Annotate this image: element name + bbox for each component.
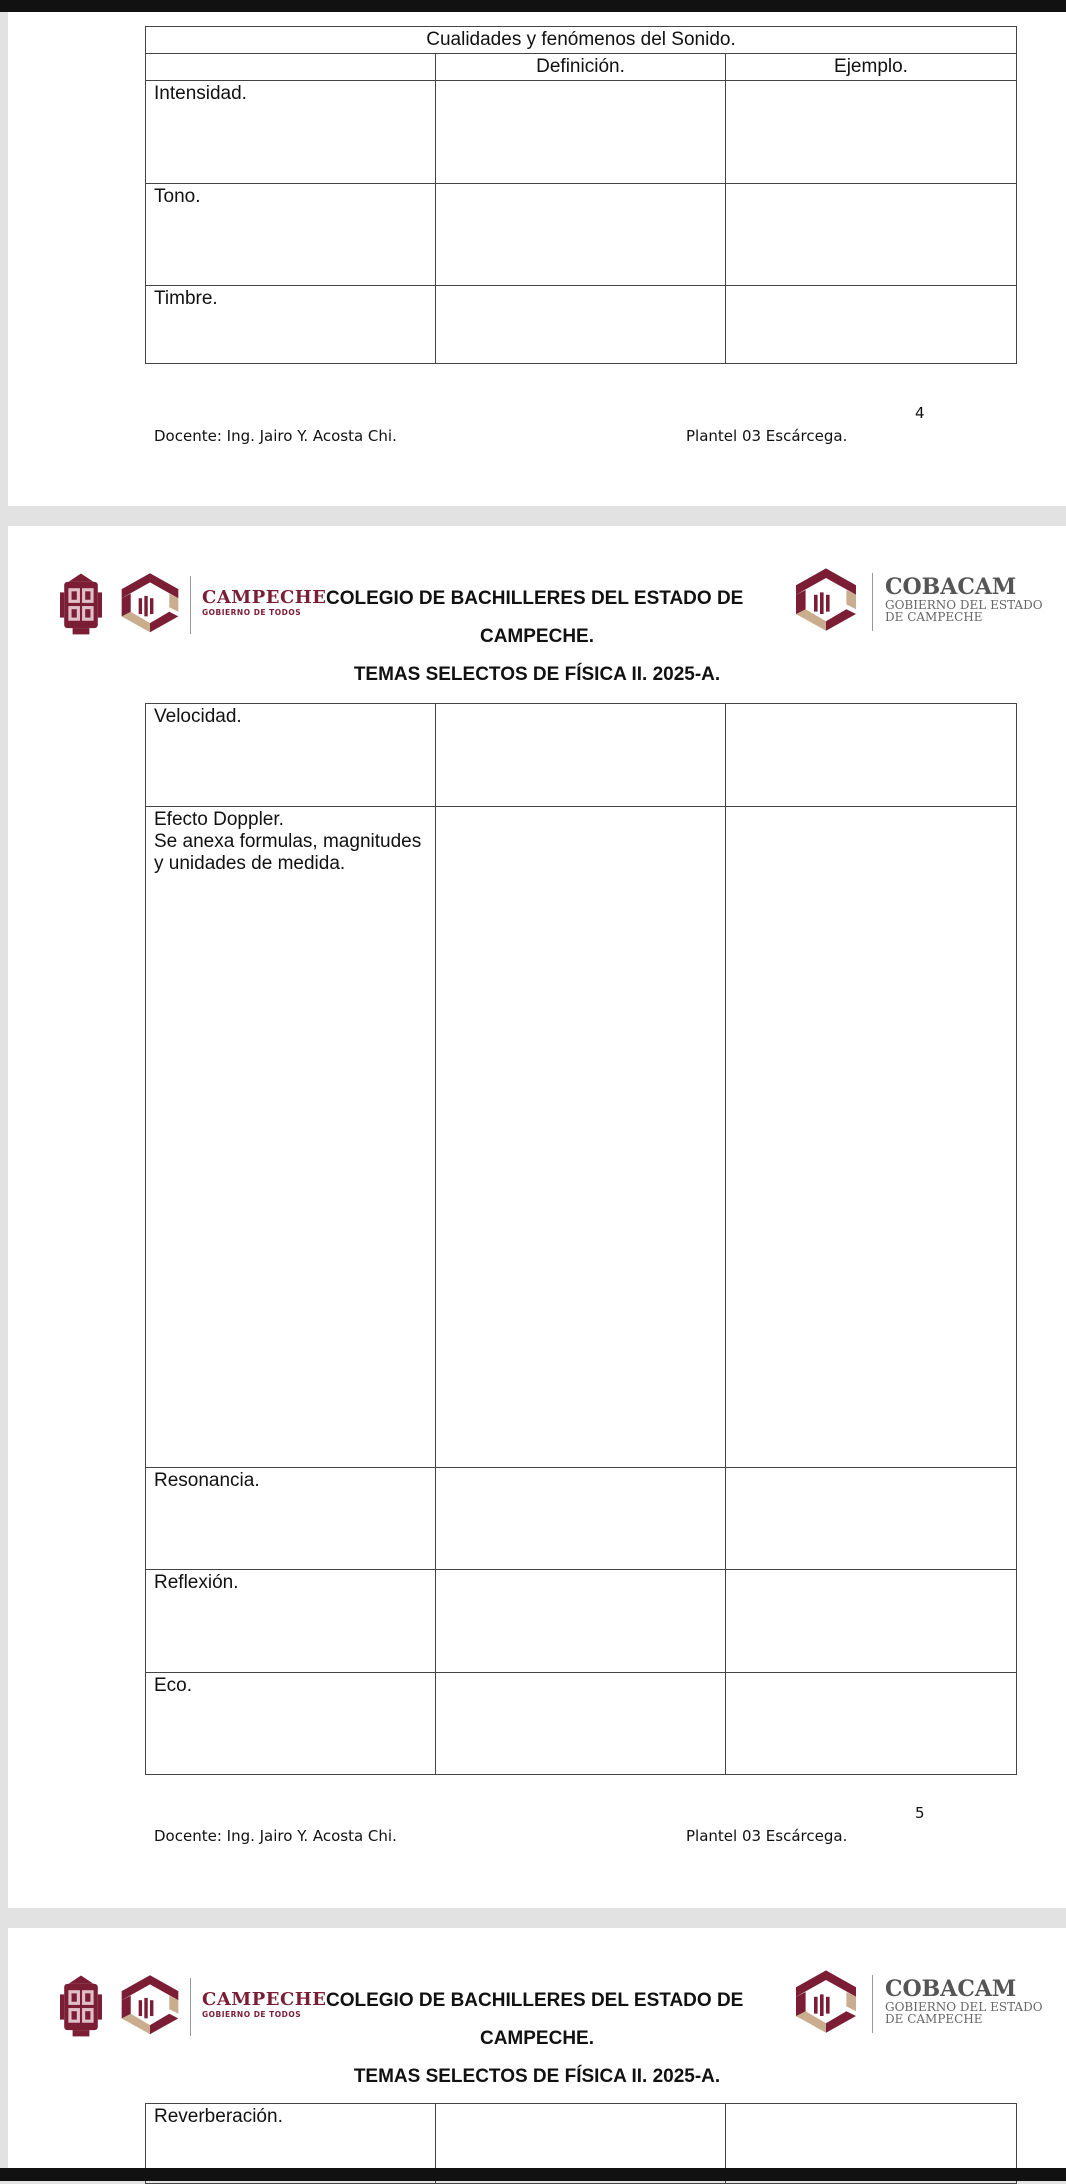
row-label-resonancia: Resonancia. (146, 1468, 436, 1570)
campeche-logo-word: CAMPECHE (202, 1989, 327, 2010)
example-cell[interactable] (726, 1673, 1017, 1775)
cobacam-title: COBACAM (885, 574, 1017, 600)
doppler-note: Se anexa formulas, magnitudes y unidades de medida. (154, 831, 422, 874)
header-definicion: Definición. (436, 54, 726, 81)
document-page-5 (8, 526, 1066, 1908)
cobacam-sub-1: GOBIERNO DEL ESTADO (885, 2000, 1043, 2014)
document-page-6 (8, 1928, 1066, 2168)
row-label-tono: Tono. (146, 184, 436, 286)
definition-cell[interactable] (436, 81, 726, 184)
row-label-eco: Eco. (146, 1673, 436, 1775)
campeche-logo-sub: GOBIERNO DE TODOS (202, 608, 302, 617)
sound-phenomena-table (145, 703, 1017, 1775)
cobacam-sub-2: DE CAMPECHE (885, 2012, 983, 2026)
footer-plantel: Plantel 03 Escárcega. (686, 427, 848, 445)
header-line-1: COLEGIO DE BACHILLERES DEL ESTADO DE (326, 1990, 744, 2011)
header-line-2: CAMPECHE. (479, 2028, 594, 2049)
doppler-label: Efecto Doppler. (154, 809, 284, 830)
definition-cell[interactable] (436, 184, 726, 286)
bottom-border (0, 2168, 1066, 2181)
row-label-intensidad: Intensidad. (146, 81, 436, 184)
campeche-logo-word: CAMPECHE (202, 587, 327, 608)
cobacam-sub-2: DE CAMPECHE (885, 610, 983, 624)
page-number: 5 (915, 1804, 925, 1822)
logo-divider (872, 1975, 873, 2033)
campeche-logo-sub: GOBIERNO DE TODOS (202, 2010, 302, 2019)
header-line-1: COLEGIO DE BACHILLERES DEL ESTADO DE (326, 588, 744, 609)
header-ejemplo: Ejemplo. (726, 54, 1017, 81)
footer-docente: Docente: Ing. Jairo Y. Acosta Chi. (154, 1827, 397, 1845)
footer-docente: Docente: Ing. Jairo Y. Acosta Chi. (154, 427, 397, 445)
definition-cell[interactable] (436, 1468, 726, 1570)
header-line-2: CAMPECHE. (479, 626, 594, 647)
cobacam-sub-1: GOBIERNO DEL ESTADO (885, 598, 1043, 612)
example-cell[interactable] (726, 184, 1017, 286)
example-cell[interactable] (726, 1570, 1017, 1673)
example-cell[interactable] (726, 704, 1017, 807)
definition-cell[interactable] (436, 286, 726, 364)
definition-cell[interactable] (436, 1673, 726, 1775)
example-cell[interactable] (726, 1468, 1017, 1570)
definition-cell[interactable] (436, 1570, 726, 1673)
row-label-reflexion: Reflexión. (146, 1570, 436, 1673)
sound-qualities-table (145, 26, 1017, 364)
row-label-timbre: Timbre. (146, 286, 436, 364)
cobacam-title: COBACAM (885, 1976, 1017, 2002)
top-border (0, 0, 1066, 12)
footer-plantel: Plantel 03 Escárcega. (686, 1827, 848, 1845)
table-caption: Cualidades y fenómenos del Sonido. (146, 27, 1017, 54)
header-cell-empty (146, 54, 436, 81)
example-cell[interactable] (726, 286, 1017, 364)
definition-cell[interactable] (436, 704, 726, 807)
document-page-4 (8, 12, 1066, 506)
definition-cell[interactable] (436, 807, 726, 1468)
header-line-3: TEMAS SELECTOS DE FÍSICA II. 2025-A. (353, 2066, 721, 2087)
example-cell[interactable] (726, 81, 1017, 184)
header-line-3: TEMAS SELECTOS DE FÍSICA II. 2025-A. (353, 664, 721, 685)
page-number: 4 (915, 404, 925, 422)
row-label-velocidad: Velocidad. (146, 704, 436, 807)
logo-divider (872, 573, 873, 631)
row-label-efecto-doppler (146, 807, 436, 1468)
row-label-reverberacion: Reverberación. (146, 2104, 436, 2184)
example-cell[interactable] (726, 807, 1017, 1468)
